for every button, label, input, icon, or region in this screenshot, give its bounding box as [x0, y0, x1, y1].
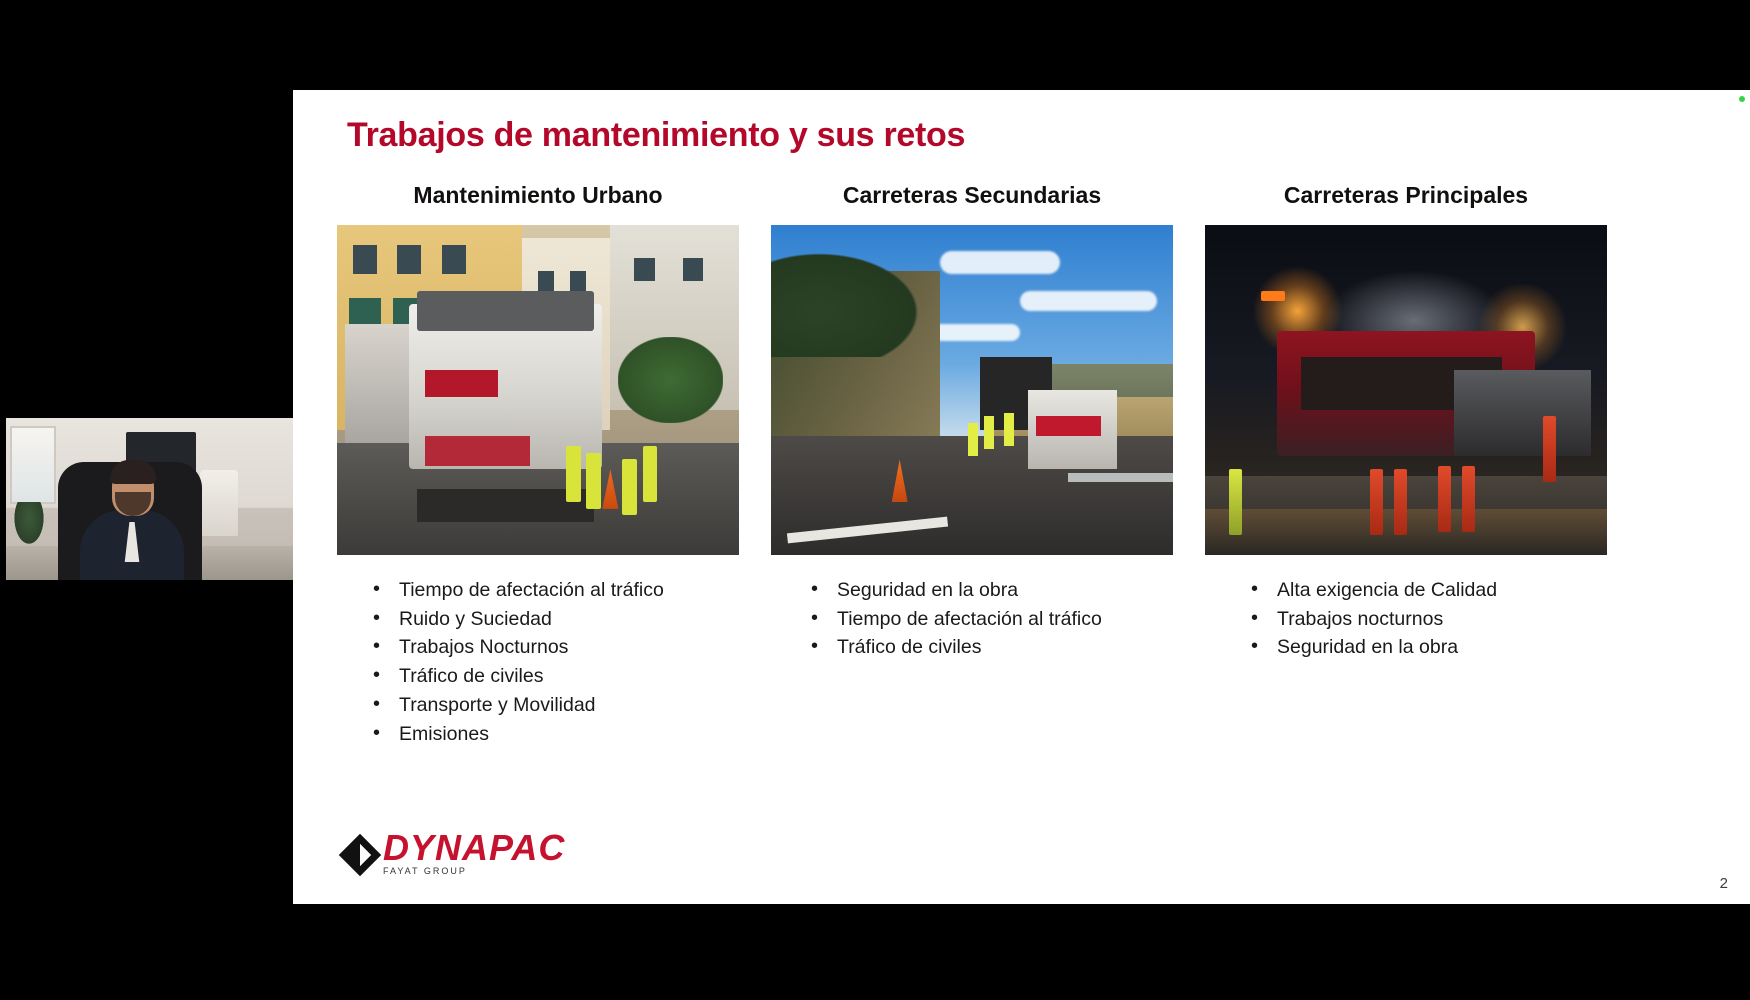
video-rail — [0, 0, 293, 1000]
column-title: Carreteras Principales — [1283, 182, 1529, 208]
column-main — [1205, 182, 1607, 749]
photo-secondary-road — [771, 225, 1173, 555]
page-title: Trabajos de mantenimiento y sus retos — [347, 116, 966, 154]
list-item: • Alta exigencia de Calidad — [1205, 577, 1607, 604]
column-title: Mantenimiento Urbano — [413, 182, 663, 208]
column-secondary — [771, 182, 1173, 749]
list-item: • Seguridad en la obra — [771, 577, 1173, 604]
columns-container — [337, 182, 1707, 749]
list-item: • Tráfico de civiles — [337, 663, 739, 690]
bullet-list — [771, 577, 1173, 661]
logo-wordmark: DYNAPAC — [383, 826, 566, 868]
shared-screen-area — [293, 0, 1750, 1000]
recording-indicator-icon — [1739, 96, 1745, 102]
dynapac-logo — [345, 826, 566, 876]
list-item: • Transporte y Movilidad — [337, 692, 739, 719]
photo-main-road-night — [1205, 225, 1607, 555]
list-item: • Emisiones — [337, 721, 739, 748]
dynapac-mark-icon — [339, 834, 381, 876]
list-item: • Ruido y Suciedad — [337, 606, 739, 633]
photo-urban-paving — [337, 225, 739, 555]
list-item: • Trabajos nocturnos — [1205, 606, 1607, 633]
column-title: Carreteras Secundarias — [842, 182, 1102, 208]
plant-shape — [12, 502, 46, 548]
column-urban — [337, 182, 739, 749]
bullet-list — [1205, 577, 1607, 661]
person-hair — [110, 460, 156, 484]
logo-subtitle: FAYAT GROUP — [383, 866, 467, 876]
presentation-slide[interactable] — [293, 90, 1750, 904]
list-item: • Trabajos Nocturnos — [337, 634, 739, 661]
window-shape — [10, 426, 56, 504]
list-item: • Tiempo de afectación al tráfico — [337, 577, 739, 604]
slide-page-number: 2 — [1719, 875, 1728, 892]
lamp-shape — [200, 470, 238, 536]
self-view-tile[interactable] — [6, 418, 293, 580]
list-item: • Seguridad en la obra — [1205, 634, 1607, 661]
list-item: • Tráfico de civiles — [771, 634, 1173, 661]
list-item: • Tiempo de afectación al tráfico — [771, 606, 1173, 633]
bullet-list — [337, 577, 739, 747]
